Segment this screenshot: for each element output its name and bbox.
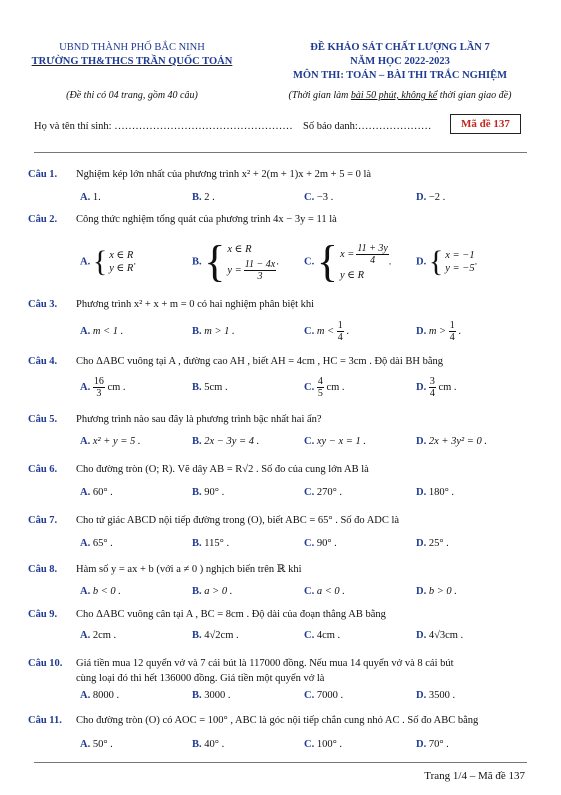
option-b[interactable]: B. { x ∈ R y = $\frac{11 - 4x}{3}$ . [192,237,279,286]
option-a[interactable]: A. 60° . [80,487,113,498]
question-text: Công thức nghiệm tổng quát của phương trình 4x − 3y = 11 là [76,214,337,225]
option-d[interactable]: D. 2x + 3y² = 0 . [416,436,487,447]
option-c[interactable]: C. xy − x = 1 . [304,436,366,447]
options-11 [80,739,545,750]
question-6: Câu 6. Cho đường tròn (O; R). Vẽ dây AB = R√2 . Số đo của cung lớn AB là [28,464,369,475]
options-5 [80,436,545,447]
option-c[interactable]: C. $\frac{4}{5}$ cm . [304,375,345,399]
page-footer: Trang 1/4 – Mã đề 137 [424,770,525,782]
option-b[interactable]: B. 2x − 3y = 4 . [192,436,260,447]
option-c[interactable]: C. 270° . [304,487,343,498]
option-d[interactable]: D. 180° . [416,487,455,498]
option-c[interactable]: C. 4cm . [304,630,341,641]
sbd-line: Số báo danh:………………… [303,121,432,132]
option-b[interactable]: B. 5cm . [192,381,228,393]
question-text: Hàm số y = ax + b (với a ≠ 0 ) nghịch biến trên ℝ khi [76,564,302,575]
option-a[interactable]: A. $\frac{16}{3}$ cm . [80,375,126,399]
question-text: Cho ΔABC vuông tại A , đường cao AH , biết AH = 4cm , HC = 3cm . Độ dài BH bằng [76,356,443,367]
question-text: Cho tứ giác ABCD nội tiếp đường trong (O), biết ABC = 65° . Số đo ADC là [76,515,400,526]
option-b[interactable]: B. m > 1 . [192,325,235,337]
option-c[interactable]: C. a < 0 . [304,586,345,597]
option-d[interactable]: D. $\frac{3}{4}$ cm . [416,375,457,399]
student-name-line: Họ và tên thí sinh: …………………………………………… [34,121,293,132]
question-9: Câu 9. Cho ΔABC vuông cân tại A , BC = 8cm . Độ dài của đoạn thẳng AB bằng [28,609,386,620]
option-a[interactable]: A. 8000 . [80,690,120,701]
option-a[interactable]: A. x² + y = 5 . [80,436,141,447]
question-4: Câu 4. Cho ΔABC vuông tại A , đường cao AH , biết AH = 4cm , HC = 3cm . Độ dài BH bằng [28,356,443,367]
option-d[interactable]: D. { x = −1 y = −5 . [416,245,478,278]
option-a[interactable]: A. { x ∈ R y ∈ R . [80,245,136,278]
options-3 [80,318,545,344]
option-b[interactable]: B. 40° . [192,739,225,750]
option-a[interactable]: A. 2cm . [80,630,117,641]
exam-header [250,41,550,83]
page-count-note: (Đề thi có 04 trang, gồm 40 câu) [66,90,198,101]
question-7: Câu 7. Cho tứ giác ABCD nội tiếp đường trong (O), biết ABC = 65° . Số đo ADC là [28,515,400,526]
divider-top [34,152,527,153]
options-4 [80,374,545,400]
divider-bottom [34,762,527,763]
option-a[interactable]: A. b < 0 . [80,586,121,597]
option-a[interactable]: A. 65° . [80,538,113,549]
option-d[interactable]: D. 4√3cm . [416,630,464,641]
subject-line: MÔN THI: TOÁN – BÀI THI TRẮC NGHIỆM [292,70,508,81]
options-6 [80,487,545,498]
option-d[interactable]: D. 70° . [416,739,449,750]
options-7 [80,538,545,549]
options-8 [80,586,545,597]
options-9 [80,630,545,641]
question-text: Cho ΔABC vuông cân tại A , BC = 8cm . Độ dài của đoạn thẳng AB bằng [76,609,386,620]
option-c[interactable]: C. m < $\frac{1}{4}$ . [304,319,350,343]
question-11: Câu 11. Cho đường tròn (O) có AOC = 100° , ABC là góc nội tiếp chắn cung nhỏ AC . Số đo ABC bằng [28,715,479,726]
department-name: UBND THÀNH PHỐ BẮC NINH [59,42,205,53]
options-10 [80,690,545,701]
option-d[interactable]: D. 3500 . [416,690,456,701]
option-a[interactable]: A. 50° . [80,739,113,750]
question-text: Cho đường tròn (O) có AOC = 100° , ABC là góc nội tiếp chắn cung nhỏ AC . Số đo ABC bằng [76,715,479,726]
school-year: NĂM HỌC 2022-2023 [350,56,450,67]
option-b[interactable]: B. 115° . [192,538,230,549]
question-text: Phương trình x² + x + m = 0 có hai nghiệm phân biệt khi [76,299,315,310]
option-b[interactable]: B. 90° . [192,487,225,498]
option-d[interactable]: D. m > $\frac{1}{4}$ . [416,319,462,343]
time-note: (Thời gian làm bài 50 phút, không kể thời gian giao đề) [288,90,512,101]
option-b[interactable]: B. 4√2cm . [192,630,239,641]
option-a[interactable]: A. m < 1 . [80,325,124,337]
option-b[interactable]: B. a > 0 . [192,586,233,597]
option-b[interactable]: B. 3000 . [192,690,231,701]
exam-title: ĐỀ KHẢO SÁT CHẤT LƯỢNG LẦN 7 [310,42,490,53]
question-3: Câu 3. Phương trình x² + x + m = 0 có hai nghiệm phân biệt khi [28,299,315,310]
option-c[interactable]: C. 7000 . [304,690,344,701]
option-b[interactable]: B. 2 . [192,192,215,203]
school-header [14,41,250,69]
question-text: Giá tiền mua 12 quyển vở và 7 cái bút là 117000 đồng. Nếu mua 14 quyển vở và 8 cái bút [76,658,454,669]
option-d[interactable]: D. b > 0 . [416,586,457,597]
question-text: Nghiệm kép lớn nhất của phương trình x² + 2(m + 1)x + 2m + 5 = 0 là [76,169,372,180]
question-text-line2: cùng loại đó thì hết 136000 đồng. Giá tiền một quyển vở là [76,673,325,684]
option-c[interactable]: C. 90° . [304,538,337,549]
exam-code-box: Mã đề 137 [450,114,521,134]
option-c[interactable]: C. { x = $\frac{11 + 3y}{4}$ y ∈ R . [304,237,392,286]
option-c[interactable]: C. 100° . [304,739,343,750]
question-2: Câu 2. Công thức nghiệm tổng quát của phương trình 4x − 3y = 11 là [28,214,337,225]
school-name: TRƯỜNG TH&THCS TRẦN QUỐC TOẢN [31,56,233,67]
question-10: Câu 10. Giá tiền mua 12 quyển vở và 7 cái bút là 117000 đồng. Nếu mua 14 quyển vở và 8 cái bút cùng loại đó thì hết 136000 đồng. Giá tiền một quyển vở là [28,656,545,686]
option-c[interactable]: C. −3 . [304,192,334,203]
question-8: Câu 8. Hàm số y = ax + b (với a ≠ 0 ) nghịch biến trên ℝ khi [28,564,302,575]
question-text: Phương trình nào sau đây là phương trình bậc nhất hai ẩn? [76,414,322,425]
option-a[interactable]: A. 1. [80,192,101,203]
options-1 [80,192,545,203]
question-1: Câu 1. Nghiệm kép lớn nhất của phương trình x² + 2(m + 1)x + 2m + 5 = 0 là [28,169,372,180]
option-d[interactable]: D. 25° . [416,538,449,549]
options-2 [80,234,545,290]
question-5: Câu 5. Phương trình nào sau đây là phương trình bậc nhất hai ẩn? [28,414,322,425]
question-text: Cho đường tròn (O; R). Vẽ dây AB = R√2 . Số đo của cung lớn AB là [76,464,369,475]
option-d[interactable]: D. −2 . [416,192,446,203]
